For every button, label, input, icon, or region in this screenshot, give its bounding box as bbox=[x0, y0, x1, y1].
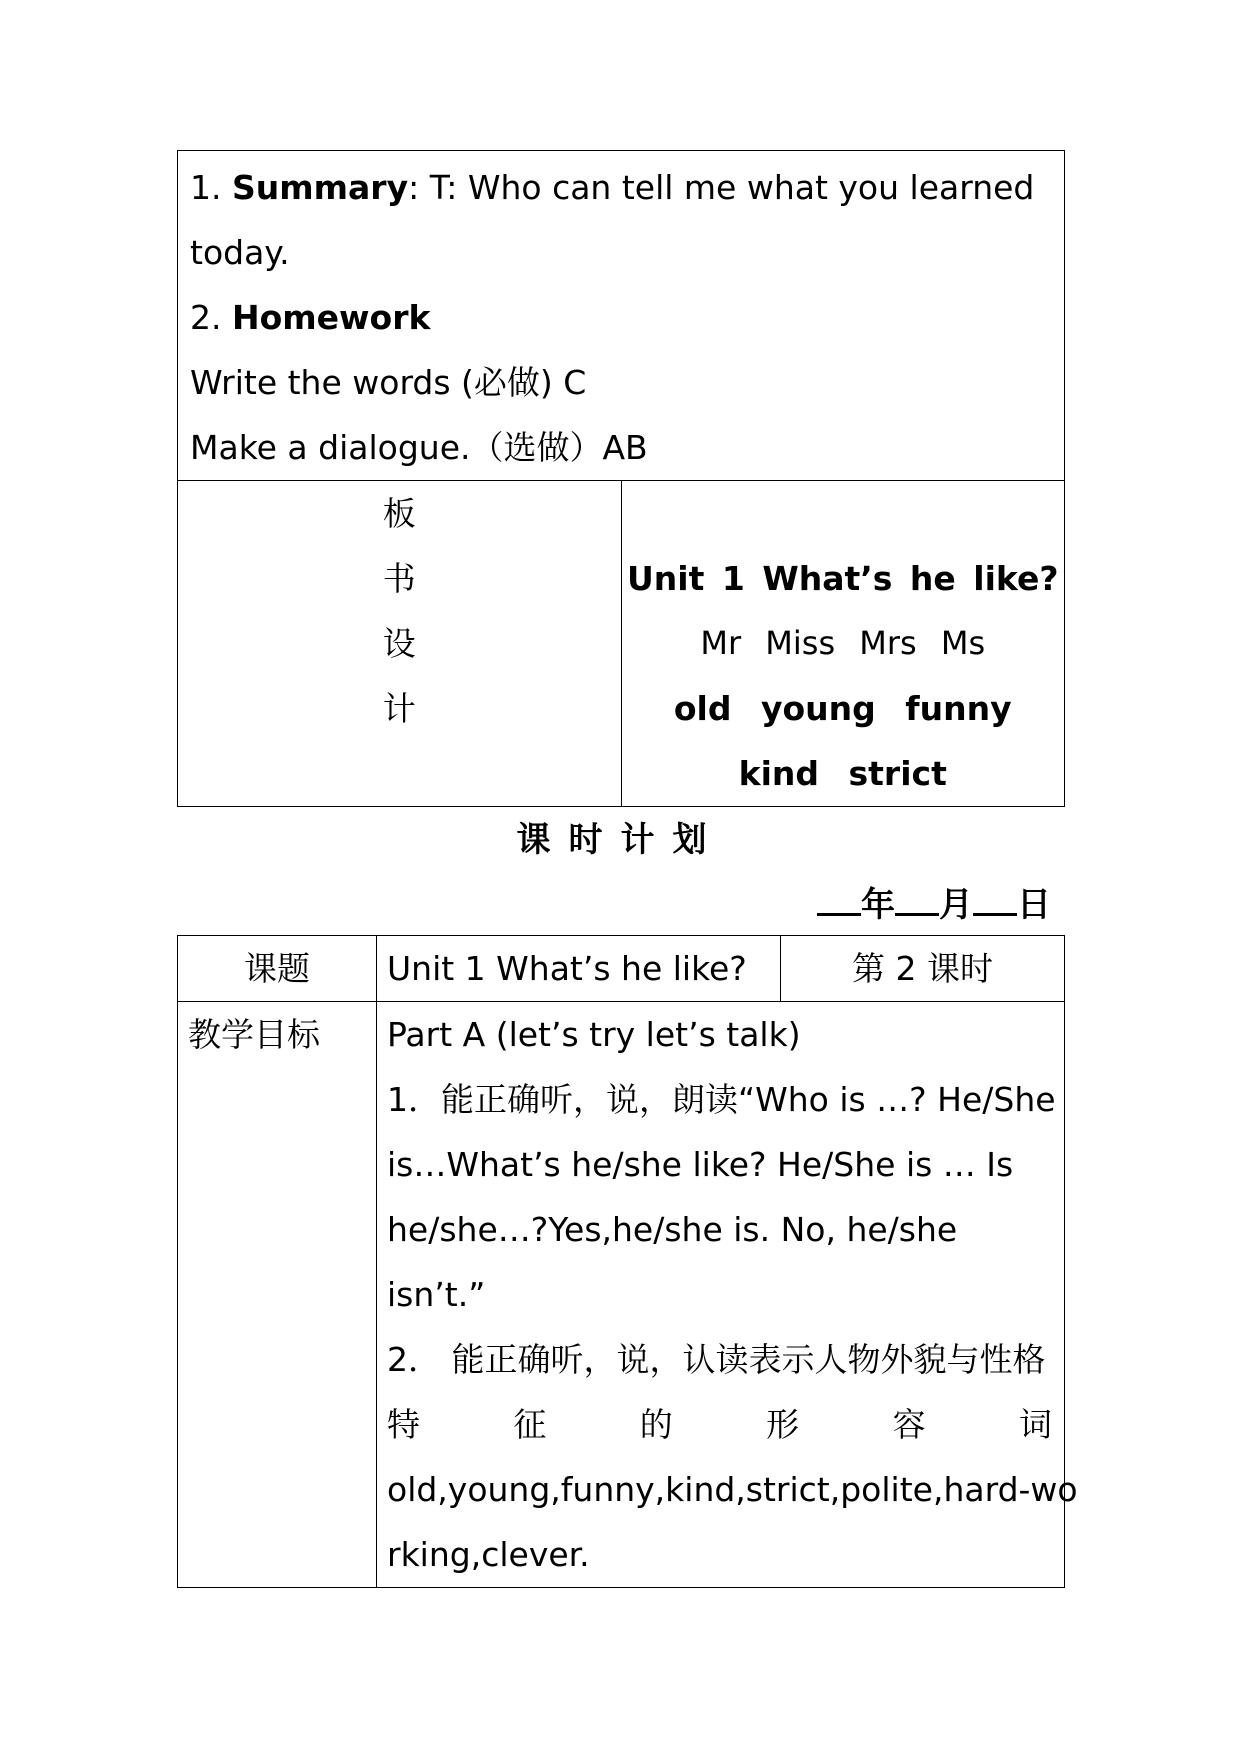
date-line bbox=[817, 875, 1051, 935]
objective-line: is…What’s he/she like? He/She is … Is bbox=[387, 1145, 1014, 1184]
board-design-content bbox=[621, 481, 1065, 807]
homework-item-2: Make a dialogue.（选做）AB bbox=[190, 428, 648, 467]
year-blank bbox=[817, 885, 861, 916]
board-design-label: 板 书 设 计 bbox=[178, 481, 622, 807]
objective-line: he/she…?Yes,he/she is. No, he/she bbox=[387, 1210, 958, 1249]
objective-line: rking,clever. bbox=[387, 1535, 590, 1574]
topic-value: Unit 1 What’s he like? bbox=[377, 936, 781, 1002]
objectives-label: 教学目标 bbox=[178, 1002, 377, 1588]
summary-line: 1. Summary: T: Who can tell me what you learned bbox=[190, 168, 1035, 207]
board-title: Unit 1 What’s he like? bbox=[627, 559, 1059, 598]
objective-line: 2． 能正确听，说，认读表示人物外貌与性格 bbox=[387, 1340, 1046, 1379]
day-label: 日 bbox=[1017, 885, 1051, 925]
homework-line: 2. Homework bbox=[190, 298, 431, 337]
objective-line: old,young,funny,kind,strict,polite,hard-wo bbox=[387, 1470, 1078, 1509]
summary-homework-cell bbox=[178, 151, 1065, 481]
summary-homework-table bbox=[177, 150, 1065, 807]
homework-item-1: Write the words (必做) C bbox=[190, 363, 587, 402]
plan-title: 课时计划 bbox=[516, 820, 725, 860]
objective-line: 1．能正确听，说，朗读“Who is …? He/She bbox=[387, 1080, 1056, 1119]
summary-text: : T: Who can tell me what you learned bbox=[408, 168, 1035, 207]
lesson-plan-table bbox=[177, 935, 1078, 1588]
homework-label: Homework bbox=[232, 298, 431, 337]
objective-spread-line: 特 征 的 形 容 词 bbox=[387, 1405, 1052, 1444]
summary-label: Summary bbox=[232, 168, 409, 207]
objectives-content bbox=[377, 1002, 1078, 1588]
summary-text-cont: today. bbox=[190, 233, 290, 272]
month-label: 月 bbox=[939, 885, 973, 925]
board-words: old young funny kind strict bbox=[673, 689, 1012, 793]
month-blank bbox=[895, 885, 939, 916]
day-blank bbox=[973, 885, 1017, 916]
year-label: 年 bbox=[861, 885, 895, 925]
lesson-number: 第 2 课时 bbox=[781, 936, 1065, 1002]
board-titles: Mr Miss Mrs Ms bbox=[700, 624, 986, 662]
objective-line: isn’t.” bbox=[387, 1275, 486, 1314]
topic-label: 课题 bbox=[178, 936, 377, 1002]
objective-line: Part A (let’s try let’s talk) bbox=[387, 1015, 801, 1054]
